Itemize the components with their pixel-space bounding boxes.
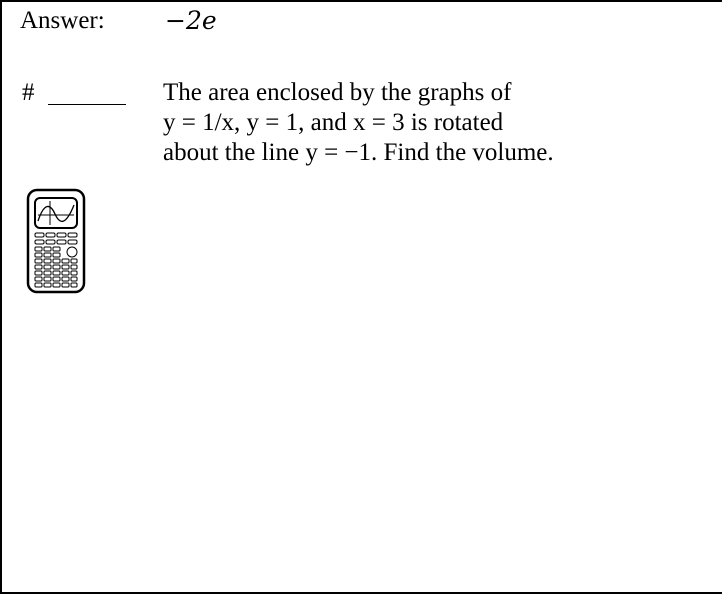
problem-statement xyxy=(163,78,554,168)
answer-label: Answer: xyxy=(20,7,105,34)
answer-value-math: −2e xyxy=(165,6,217,35)
problem-line-2: y = 1/x, y = 1, and x = 3 is rotated xyxy=(163,109,504,136)
problem-line-3: about the line y = −1. Find the volume. xyxy=(163,139,554,166)
problem-line-1: The area enclosed by the graphs of xyxy=(163,79,512,106)
answer-value xyxy=(165,6,217,37)
graphing-calculator-icon xyxy=(26,188,86,294)
problem-number-marker: # xyxy=(22,79,35,106)
problem-number-blank xyxy=(48,104,126,105)
